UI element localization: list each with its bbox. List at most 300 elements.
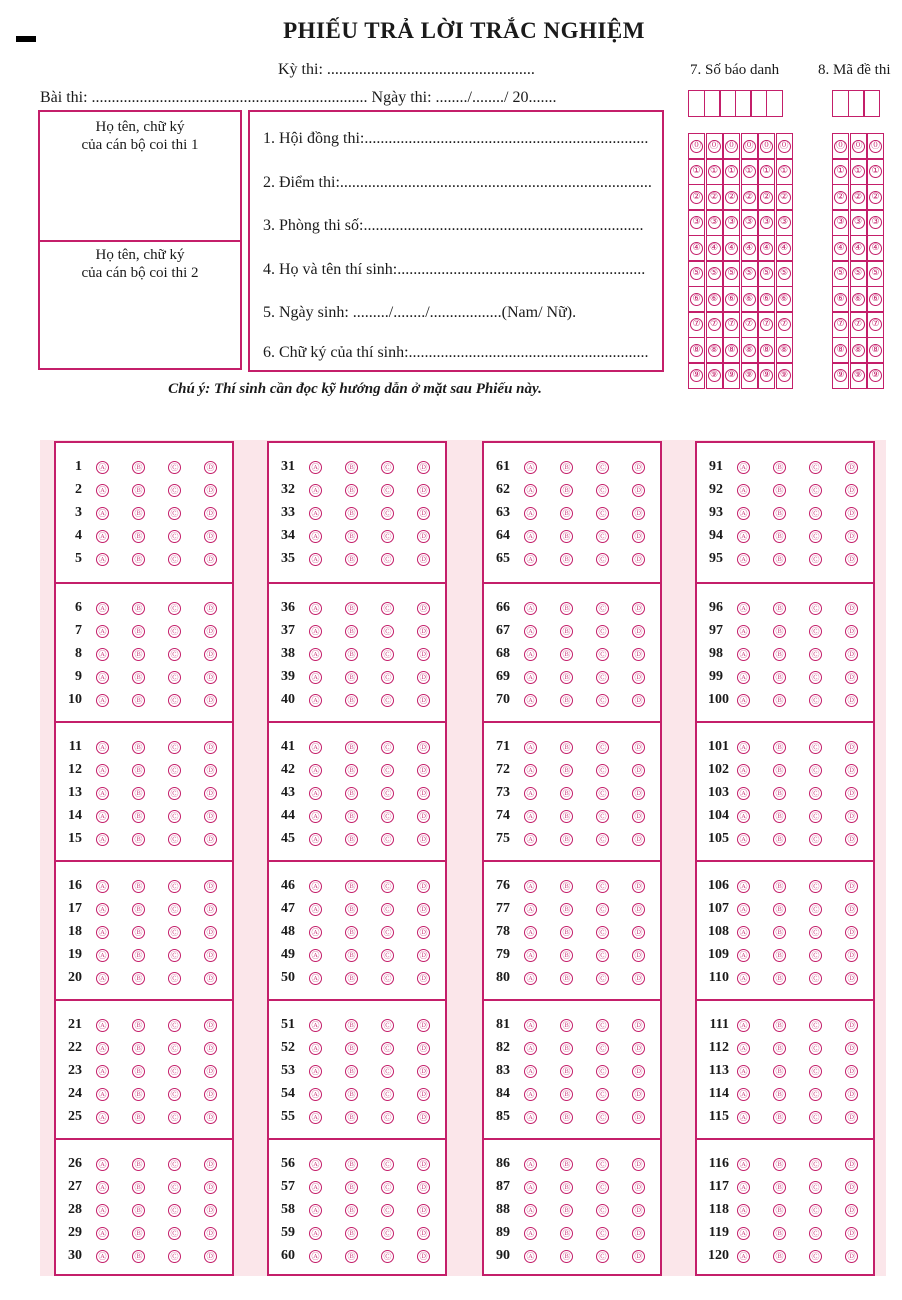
answer-option-a[interactable]: Ⓐ — [96, 625, 109, 638]
student-id-digit-bubble[interactable]: ② — [778, 191, 791, 204]
answer-option-b[interactable]: Ⓑ — [773, 949, 786, 962]
answer-option-a[interactable]: Ⓐ — [309, 530, 322, 543]
answer-option-b[interactable]: Ⓑ — [560, 1204, 573, 1217]
answer-option-a[interactable]: Ⓐ — [737, 787, 750, 800]
answer-option-b[interactable]: Ⓑ — [560, 1227, 573, 1240]
answer-option-c[interactable]: Ⓒ — [596, 1227, 609, 1240]
answer-option-c[interactable]: Ⓒ — [596, 949, 609, 962]
field-exam-site[interactable]: 2. Điểm thi:.............................................................................. — [263, 174, 652, 191]
answer-option-b[interactable]: Ⓑ — [132, 1250, 145, 1263]
answer-option-c[interactable]: Ⓒ — [381, 972, 394, 985]
answer-option-d[interactable]: Ⓓ — [417, 764, 430, 777]
answer-option-c[interactable]: Ⓒ — [809, 1042, 822, 1055]
answer-option-a[interactable]: Ⓐ — [524, 764, 537, 777]
student-id-digit-bubble[interactable]: ⑧ — [708, 344, 721, 357]
field-full-name[interactable]: 4. Họ và tên thí sinh:.............................................................. — [263, 261, 646, 278]
answer-option-b[interactable]: Ⓑ — [560, 1019, 573, 1032]
answer-option-b[interactable]: Ⓑ — [773, 833, 786, 846]
answer-option-c[interactable]: Ⓒ — [168, 1019, 181, 1032]
answer-option-b[interactable]: Ⓑ — [773, 671, 786, 684]
answer-option-c[interactable]: Ⓒ — [168, 1227, 181, 1240]
answer-option-c[interactable]: Ⓒ — [596, 694, 609, 707]
answer-option-d[interactable]: Ⓓ — [417, 1042, 430, 1055]
exam-code-write-cell[interactable] — [832, 90, 849, 117]
answer-option-a[interactable]: Ⓐ — [96, 553, 109, 566]
answer-option-a[interactable]: Ⓐ — [309, 1158, 322, 1171]
answer-option-c[interactable]: Ⓒ — [168, 694, 181, 707]
answer-option-d[interactable]: Ⓓ — [417, 833, 430, 846]
answer-option-c[interactable]: Ⓒ — [168, 833, 181, 846]
answer-option-d[interactable]: Ⓓ — [204, 648, 217, 661]
student-id-digit-bubble[interactable]: ④ — [690, 242, 703, 255]
answer-option-a[interactable]: Ⓐ — [737, 553, 750, 566]
answer-option-d[interactable]: Ⓓ — [417, 787, 430, 800]
answer-option-d[interactable]: Ⓓ — [417, 484, 430, 497]
answer-option-d[interactable]: Ⓓ — [204, 1158, 217, 1171]
student-id-digit-bubble[interactable]: ② — [725, 191, 738, 204]
answer-option-b[interactable]: Ⓑ — [132, 648, 145, 661]
answer-option-c[interactable]: Ⓒ — [168, 741, 181, 754]
answer-option-c[interactable]: Ⓒ — [381, 461, 394, 474]
answer-option-a[interactable]: Ⓐ — [96, 810, 109, 823]
answer-option-c[interactable]: Ⓒ — [381, 926, 394, 939]
student-id-digit-bubble[interactable]: ⑥ — [690, 293, 703, 306]
answer-option-c[interactable]: Ⓒ — [168, 1181, 181, 1194]
answer-option-c[interactable]: Ⓒ — [381, 741, 394, 754]
answer-option-b[interactable]: Ⓑ — [773, 741, 786, 754]
answer-option-b[interactable]: Ⓑ — [773, 787, 786, 800]
answer-option-a[interactable]: Ⓐ — [524, 880, 537, 893]
answer-option-b[interactable]: Ⓑ — [345, 1227, 358, 1240]
student-id-digit-bubble[interactable]: ③ — [725, 216, 738, 229]
answer-option-c[interactable]: Ⓒ — [381, 810, 394, 823]
answer-option-c[interactable]: Ⓒ — [168, 1088, 181, 1101]
student-id-digit-bubble[interactable]: ⓪ — [691, 140, 701, 151]
answer-option-a[interactable]: Ⓐ — [737, 1250, 750, 1263]
answer-option-c[interactable]: Ⓒ — [596, 671, 609, 684]
answer-option-b[interactable]: Ⓑ — [345, 810, 358, 823]
answer-option-b[interactable]: Ⓑ — [560, 926, 573, 939]
answer-option-b[interactable]: Ⓑ — [560, 833, 573, 846]
answer-option-b[interactable]: Ⓑ — [345, 507, 358, 520]
answer-option-a[interactable]: Ⓐ — [96, 694, 109, 707]
answer-option-d[interactable]: Ⓓ — [845, 530, 858, 543]
answer-option-b[interactable]: Ⓑ — [773, 507, 786, 520]
answer-option-c[interactable]: Ⓒ — [809, 833, 822, 846]
answer-option-d[interactable]: Ⓓ — [845, 461, 858, 474]
student-id-write-cell[interactable] — [704, 90, 721, 117]
student-id-digit-bubble[interactable]: ⓪ — [779, 140, 789, 151]
answer-option-c[interactable]: Ⓒ — [809, 602, 822, 615]
student-id-digit-bubble[interactable]: ⑤ — [708, 267, 721, 280]
answer-option-d[interactable]: Ⓓ — [632, 1111, 645, 1124]
student-id-digit-bubble[interactable]: ④ — [743, 242, 756, 255]
answer-option-a[interactable]: Ⓐ — [524, 787, 537, 800]
answer-option-c[interactable]: Ⓒ — [596, 553, 609, 566]
answer-option-b[interactable]: Ⓑ — [132, 833, 145, 846]
answer-option-b[interactable]: Ⓑ — [132, 972, 145, 985]
answer-option-b[interactable]: Ⓑ — [560, 694, 573, 707]
student-id-digit-bubble[interactable]: ② — [690, 191, 703, 204]
answer-option-d[interactable]: Ⓓ — [417, 553, 430, 566]
answer-option-b[interactable]: Ⓑ — [773, 1181, 786, 1194]
answer-option-d[interactable]: Ⓓ — [204, 625, 217, 638]
exam-code-digit-bubble[interactable]: ④ — [852, 242, 865, 255]
answer-option-b[interactable]: Ⓑ — [560, 1042, 573, 1055]
answer-option-c[interactable]: Ⓒ — [596, 1088, 609, 1101]
answer-option-b[interactable]: Ⓑ — [560, 530, 573, 543]
answer-option-d[interactable]: Ⓓ — [632, 484, 645, 497]
answer-option-b[interactable]: Ⓑ — [560, 1181, 573, 1194]
student-id-digit-bubble[interactable]: ⑨ — [760, 369, 773, 382]
answer-option-c[interactable]: Ⓒ — [596, 903, 609, 916]
answer-option-a[interactable]: Ⓐ — [309, 1065, 322, 1078]
answer-option-c[interactable]: Ⓒ — [168, 880, 181, 893]
answer-option-d[interactable]: Ⓓ — [845, 1042, 858, 1055]
answer-option-b[interactable]: Ⓑ — [560, 648, 573, 661]
answer-option-a[interactable]: Ⓐ — [737, 484, 750, 497]
answer-option-d[interactable]: Ⓓ — [845, 1181, 858, 1194]
answer-option-d[interactable]: Ⓓ — [204, 1250, 217, 1263]
answer-option-d[interactable]: Ⓓ — [845, 1227, 858, 1240]
answer-option-a[interactable]: Ⓐ — [96, 1158, 109, 1171]
answer-option-a[interactable]: Ⓐ — [524, 625, 537, 638]
answer-option-a[interactable]: Ⓐ — [309, 1227, 322, 1240]
answer-option-d[interactable]: Ⓓ — [845, 1088, 858, 1101]
answer-option-c[interactable]: Ⓒ — [381, 764, 394, 777]
answer-option-a[interactable]: Ⓐ — [96, 602, 109, 615]
answer-option-d[interactable]: Ⓓ — [845, 926, 858, 939]
answer-option-b[interactable]: Ⓑ — [345, 602, 358, 615]
answer-option-a[interactable]: Ⓐ — [96, 1111, 109, 1124]
answer-option-a[interactable]: Ⓐ — [309, 553, 322, 566]
answer-option-c[interactable]: Ⓒ — [168, 1204, 181, 1217]
answer-option-b[interactable]: Ⓑ — [345, 833, 358, 846]
answer-option-a[interactable]: Ⓐ — [96, 671, 109, 684]
answer-option-b[interactable]: Ⓑ — [773, 1250, 786, 1263]
answer-option-c[interactable]: Ⓒ — [168, 903, 181, 916]
answer-option-c[interactable]: Ⓒ — [596, 484, 609, 497]
answer-option-a[interactable]: Ⓐ — [524, 949, 537, 962]
answer-option-a[interactable]: Ⓐ — [524, 530, 537, 543]
answer-option-b[interactable]: Ⓑ — [132, 1158, 145, 1171]
answer-option-a[interactable]: Ⓐ — [96, 880, 109, 893]
answer-option-d[interactable]: Ⓓ — [845, 484, 858, 497]
exam-code-write-cell[interactable] — [863, 90, 880, 117]
answer-option-c[interactable]: Ⓒ — [809, 694, 822, 707]
answer-option-b[interactable]: Ⓑ — [132, 903, 145, 916]
answer-option-d[interactable]: Ⓓ — [204, 1042, 217, 1055]
answer-option-a[interactable]: Ⓐ — [309, 625, 322, 638]
answer-option-d[interactable]: Ⓓ — [845, 1111, 858, 1124]
answer-option-d[interactable]: Ⓓ — [417, 694, 430, 707]
exam-code-digit-bubble[interactable]: ③ — [852, 216, 865, 229]
answer-option-a[interactable]: Ⓐ — [737, 671, 750, 684]
answer-option-a[interactable]: Ⓐ — [309, 461, 322, 474]
answer-option-b[interactable]: Ⓑ — [560, 484, 573, 497]
answer-option-b[interactable]: Ⓑ — [773, 625, 786, 638]
answer-option-b[interactable]: Ⓑ — [773, 1227, 786, 1240]
answer-option-c[interactable]: Ⓒ — [168, 810, 181, 823]
answer-option-d[interactable]: Ⓓ — [204, 1204, 217, 1217]
answer-option-c[interactable]: Ⓒ — [596, 764, 609, 777]
answer-option-c[interactable]: Ⓒ — [168, 972, 181, 985]
answer-option-d[interactable]: Ⓓ — [845, 1158, 858, 1171]
answer-option-b[interactable]: Ⓑ — [560, 671, 573, 684]
answer-option-a[interactable]: Ⓐ — [737, 1019, 750, 1032]
answer-option-d[interactable]: Ⓓ — [845, 810, 858, 823]
answer-option-c[interactable]: Ⓒ — [168, 1250, 181, 1263]
exam-code-digit-bubble[interactable]: ④ — [869, 242, 882, 255]
answer-option-b[interactable]: Ⓑ — [345, 484, 358, 497]
answer-option-a[interactable]: Ⓐ — [737, 972, 750, 985]
answer-option-b[interactable]: Ⓑ — [560, 553, 573, 566]
student-id-digit-bubble[interactable]: ⑦ — [778, 318, 791, 331]
answer-option-d[interactable]: Ⓓ — [845, 949, 858, 962]
answer-option-b[interactable]: Ⓑ — [560, 787, 573, 800]
student-id-digit-bubble[interactable]: ⑤ — [690, 267, 703, 280]
answer-option-c[interactable]: Ⓒ — [596, 602, 609, 615]
exam-code-write-cell[interactable] — [848, 90, 865, 117]
student-id-digit-bubble[interactable]: ② — [760, 191, 773, 204]
answer-option-d[interactable]: Ⓓ — [632, 926, 645, 939]
student-id-digit-bubble[interactable]: ⓪ — [726, 140, 736, 151]
answer-option-b[interactable]: Ⓑ — [345, 625, 358, 638]
answer-option-d[interactable]: Ⓓ — [845, 741, 858, 754]
answer-option-d[interactable]: Ⓓ — [845, 1250, 858, 1263]
answer-option-a[interactable]: Ⓐ — [309, 1181, 322, 1194]
answer-option-c[interactable]: Ⓒ — [596, 741, 609, 754]
answer-option-d[interactable]: Ⓓ — [204, 903, 217, 916]
answer-option-a[interactable]: Ⓐ — [309, 1042, 322, 1055]
answer-option-a[interactable]: Ⓐ — [737, 461, 750, 474]
exam-code-digit-bubble[interactable]: ⓪ — [870, 140, 880, 151]
answer-option-a[interactable]: Ⓐ — [524, 1088, 537, 1101]
answer-option-d[interactable]: Ⓓ — [632, 810, 645, 823]
answer-option-d[interactable]: Ⓓ — [417, 1158, 430, 1171]
exam-code-digit-bubble[interactable]: ① — [869, 165, 882, 178]
answer-option-d[interactable]: Ⓓ — [845, 1065, 858, 1078]
exam-code-digit-bubble[interactable]: ⓪ — [853, 140, 863, 151]
answer-option-c[interactable]: Ⓒ — [596, 461, 609, 474]
answer-option-a[interactable]: Ⓐ — [96, 787, 109, 800]
answer-option-b[interactable]: Ⓑ — [773, 484, 786, 497]
answer-option-d[interactable]: Ⓓ — [204, 1088, 217, 1101]
student-id-digit-bubble[interactable]: ⑨ — [690, 369, 703, 382]
answer-option-c[interactable]: Ⓒ — [381, 787, 394, 800]
answer-option-c[interactable]: Ⓒ — [381, 1181, 394, 1194]
answer-option-b[interactable]: Ⓑ — [132, 625, 145, 638]
answer-option-d[interactable]: Ⓓ — [417, 741, 430, 754]
answer-option-d[interactable]: Ⓓ — [845, 972, 858, 985]
answer-option-a[interactable]: Ⓐ — [737, 1111, 750, 1124]
student-id-digit-bubble[interactable]: ⑧ — [743, 344, 756, 357]
answer-option-b[interactable]: Ⓑ — [132, 1204, 145, 1217]
student-id-digit-bubble[interactable]: ⑦ — [760, 318, 773, 331]
answer-option-b[interactable]: Ⓑ — [345, 1065, 358, 1078]
answer-option-b[interactable]: Ⓑ — [345, 972, 358, 985]
answer-option-b[interactable]: Ⓑ — [132, 1088, 145, 1101]
student-id-digit-bubble[interactable]: ⑨ — [725, 369, 738, 382]
answer-option-a[interactable]: Ⓐ — [96, 461, 109, 474]
answer-option-a[interactable]: Ⓐ — [96, 530, 109, 543]
answer-option-b[interactable]: Ⓑ — [132, 741, 145, 754]
answer-option-a[interactable]: Ⓐ — [96, 1204, 109, 1217]
answer-option-b[interactable]: Ⓑ — [345, 1088, 358, 1101]
answer-option-d[interactable]: Ⓓ — [417, 926, 430, 939]
answer-option-b[interactable]: Ⓑ — [560, 880, 573, 893]
answer-option-a[interactable]: Ⓐ — [524, 833, 537, 846]
answer-option-d[interactable]: Ⓓ — [204, 787, 217, 800]
answer-option-d[interactable]: Ⓓ — [204, 880, 217, 893]
answer-option-c[interactable]: Ⓒ — [168, 764, 181, 777]
answer-option-d[interactable]: Ⓓ — [204, 461, 217, 474]
answer-option-a[interactable]: Ⓐ — [309, 1019, 322, 1032]
answer-option-b[interactable]: Ⓑ — [132, 1227, 145, 1240]
answer-option-d[interactable]: Ⓓ — [845, 1204, 858, 1217]
answer-option-b[interactable]: Ⓑ — [560, 1250, 573, 1263]
answer-option-b[interactable]: Ⓑ — [773, 553, 786, 566]
answer-option-b[interactable]: Ⓑ — [132, 530, 145, 543]
answer-option-a[interactable]: Ⓐ — [309, 903, 322, 916]
answer-option-d[interactable]: Ⓓ — [204, 1019, 217, 1032]
answer-option-a[interactable]: Ⓐ — [737, 1181, 750, 1194]
answer-option-a[interactable]: Ⓐ — [96, 1227, 109, 1240]
answer-option-d[interactable]: Ⓓ — [417, 1227, 430, 1240]
answer-option-d[interactable]: Ⓓ — [632, 625, 645, 638]
answer-option-d[interactable]: Ⓓ — [417, 648, 430, 661]
answer-option-b[interactable]: Ⓑ — [773, 764, 786, 777]
answer-option-b[interactable]: Ⓑ — [560, 507, 573, 520]
answer-option-d[interactable]: Ⓓ — [417, 1250, 430, 1263]
answer-option-d[interactable]: Ⓓ — [417, 530, 430, 543]
student-id-digit-bubble[interactable]: ⑥ — [760, 293, 773, 306]
answer-option-d[interactable]: Ⓓ — [204, 530, 217, 543]
answer-option-a[interactable]: Ⓐ — [96, 972, 109, 985]
answer-option-a[interactable]: Ⓐ — [96, 1250, 109, 1263]
answer-option-b[interactable]: Ⓑ — [132, 787, 145, 800]
answer-option-a[interactable]: Ⓐ — [309, 880, 322, 893]
answer-option-c[interactable]: Ⓒ — [168, 1111, 181, 1124]
answer-option-a[interactable]: Ⓐ — [524, 1158, 537, 1171]
answer-option-b[interactable]: Ⓑ — [345, 764, 358, 777]
answer-option-d[interactable]: Ⓓ — [417, 602, 430, 615]
exam-code-digit-bubble[interactable]: ⑥ — [852, 293, 865, 306]
answer-option-d[interactable]: Ⓓ — [632, 787, 645, 800]
answer-option-a[interactable]: Ⓐ — [309, 972, 322, 985]
answer-option-b[interactable]: Ⓑ — [773, 926, 786, 939]
answer-option-a[interactable]: Ⓐ — [96, 1042, 109, 1055]
exam-code-digit-bubble[interactable]: ③ — [834, 216, 847, 229]
answer-option-a[interactable]: Ⓐ — [309, 787, 322, 800]
answer-option-d[interactable]: Ⓓ — [845, 602, 858, 615]
answer-option-a[interactable]: Ⓐ — [309, 1204, 322, 1217]
answer-option-d[interactable]: Ⓓ — [632, 671, 645, 684]
answer-option-b[interactable]: Ⓑ — [560, 1158, 573, 1171]
answer-option-b[interactable]: Ⓑ — [560, 972, 573, 985]
answer-option-a[interactable]: Ⓐ — [737, 625, 750, 638]
answer-option-a[interactable]: Ⓐ — [96, 949, 109, 962]
answer-option-b[interactable]: Ⓑ — [132, 671, 145, 684]
answer-option-a[interactable]: Ⓐ — [96, 903, 109, 916]
student-id-digit-bubble[interactable]: ② — [743, 191, 756, 204]
answer-option-c[interactable]: Ⓒ — [381, 1019, 394, 1032]
answer-option-c[interactable]: Ⓒ — [381, 648, 394, 661]
exam-code-digit-bubble[interactable]: ⑤ — [852, 267, 865, 280]
student-id-digit-bubble[interactable]: ① — [725, 165, 738, 178]
answer-option-c[interactable]: Ⓒ — [381, 833, 394, 846]
answer-option-b[interactable]: Ⓑ — [132, 764, 145, 777]
answer-option-d[interactable]: Ⓓ — [204, 810, 217, 823]
answer-option-c[interactable]: Ⓒ — [809, 741, 822, 754]
answer-option-c[interactable]: Ⓒ — [596, 648, 609, 661]
answer-option-c[interactable]: Ⓒ — [809, 484, 822, 497]
answer-option-d[interactable]: Ⓓ — [417, 810, 430, 823]
answer-option-b[interactable]: Ⓑ — [132, 553, 145, 566]
student-id-digit-bubble[interactable]: ⑥ — [725, 293, 738, 306]
answer-option-c[interactable]: Ⓒ — [596, 1181, 609, 1194]
answer-option-b[interactable]: Ⓑ — [345, 787, 358, 800]
student-id-digit-bubble[interactable]: ⑧ — [760, 344, 773, 357]
answer-option-b[interactable]: Ⓑ — [560, 903, 573, 916]
student-id-digit-bubble[interactable]: ⑦ — [743, 318, 756, 331]
answer-option-a[interactable]: Ⓐ — [309, 484, 322, 497]
answer-option-a[interactable]: Ⓐ — [309, 1111, 322, 1124]
answer-option-b[interactable]: Ⓑ — [345, 1158, 358, 1171]
answer-option-d[interactable]: Ⓓ — [417, 949, 430, 962]
answer-option-a[interactable]: Ⓐ — [737, 602, 750, 615]
answer-option-a[interactable]: Ⓐ — [524, 810, 537, 823]
answer-option-d[interactable]: Ⓓ — [417, 1019, 430, 1032]
student-id-write-cell[interactable] — [735, 90, 752, 117]
answer-option-b[interactable]: Ⓑ — [345, 1181, 358, 1194]
answer-option-c[interactable]: Ⓒ — [381, 949, 394, 962]
answer-option-c[interactable]: Ⓒ — [809, 1158, 822, 1171]
answer-option-c[interactable]: Ⓒ — [809, 1181, 822, 1194]
student-id-digit-bubble[interactable]: ⑦ — [708, 318, 721, 331]
answer-option-a[interactable]: Ⓐ — [737, 810, 750, 823]
exam-code-digit-bubble[interactable]: ① — [852, 165, 865, 178]
answer-option-b[interactable]: Ⓑ — [773, 1019, 786, 1032]
answer-option-a[interactable]: Ⓐ — [309, 833, 322, 846]
answer-option-c[interactable]: Ⓒ — [168, 949, 181, 962]
answer-option-b[interactable]: Ⓑ — [132, 1042, 145, 1055]
answer-option-a[interactable]: Ⓐ — [96, 1181, 109, 1194]
answer-option-a[interactable]: Ⓐ — [524, 461, 537, 474]
exam-code-digit-bubble[interactable]: ⑥ — [834, 293, 847, 306]
student-id-digit-bubble[interactable]: ① — [708, 165, 721, 178]
answer-option-b[interactable]: Ⓑ — [132, 484, 145, 497]
answer-option-c[interactable]: Ⓒ — [809, 553, 822, 566]
answer-option-c[interactable]: Ⓒ — [809, 1019, 822, 1032]
student-id-digit-bubble[interactable]: ① — [743, 165, 756, 178]
answer-option-b[interactable]: Ⓑ — [132, 507, 145, 520]
answer-option-d[interactable]: Ⓓ — [632, 880, 645, 893]
answer-option-d[interactable]: Ⓓ — [204, 1065, 217, 1078]
answer-option-c[interactable]: Ⓒ — [809, 1088, 822, 1101]
answer-option-a[interactable]: Ⓐ — [309, 1088, 322, 1101]
answer-option-c[interactable]: Ⓒ — [596, 507, 609, 520]
answer-option-d[interactable]: Ⓓ — [417, 1181, 430, 1194]
answer-option-c[interactable]: Ⓒ — [809, 1227, 822, 1240]
answer-option-d[interactable]: Ⓓ — [417, 1088, 430, 1101]
answer-option-d[interactable]: Ⓓ — [204, 671, 217, 684]
answer-option-c[interactable]: Ⓒ — [168, 787, 181, 800]
answer-option-b[interactable]: Ⓑ — [773, 530, 786, 543]
answer-option-c[interactable]: Ⓒ — [168, 1065, 181, 1078]
answer-option-c[interactable]: Ⓒ — [381, 1042, 394, 1055]
answer-option-c[interactable]: Ⓒ — [381, 553, 394, 566]
